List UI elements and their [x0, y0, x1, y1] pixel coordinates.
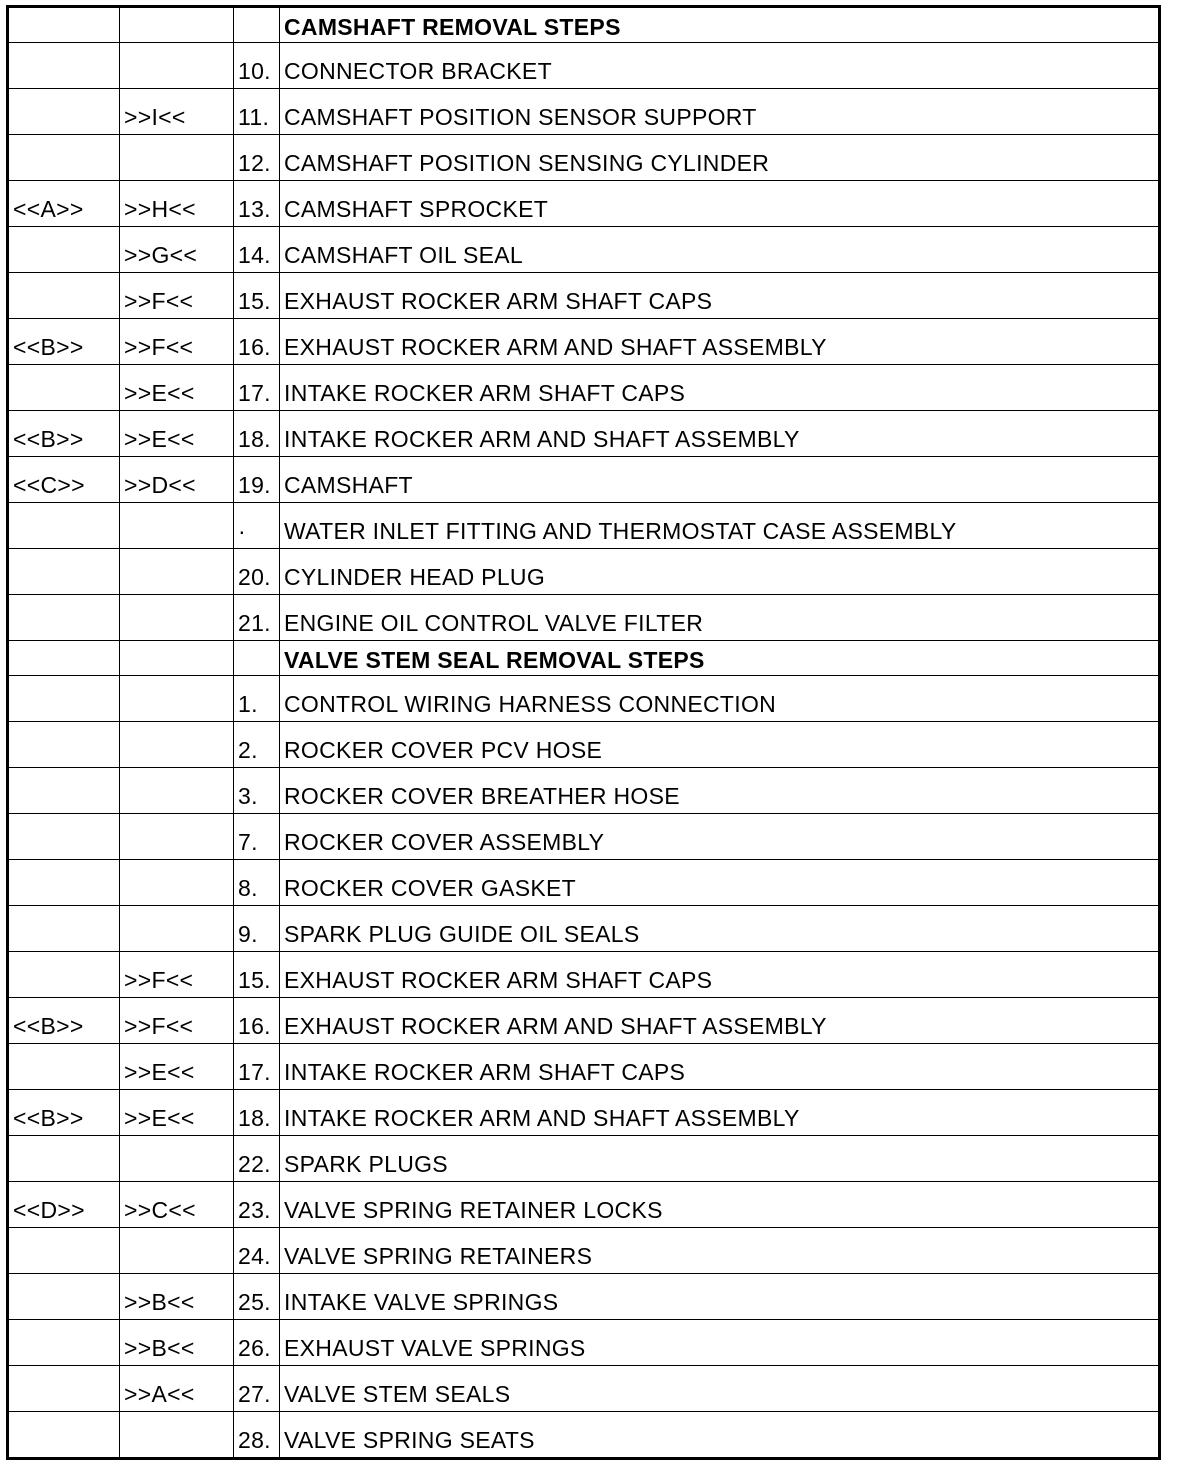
- installation-ref-cell: [120, 43, 234, 89]
- removal-ref-cell: [8, 1412, 120, 1459]
- table-row: [8, 952, 1160, 998]
- step-number-cell: 19.: [234, 457, 280, 503]
- table-row: [8, 1136, 1160, 1182]
- step-number-cell: 16.: [234, 998, 280, 1044]
- section-header-row: [8, 641, 1160, 676]
- installation-ref-cell: >>I<<: [120, 89, 234, 135]
- step-description-cell: VALVE SPRING SEATS: [280, 1412, 1160, 1459]
- installation-ref-cell: [120, 768, 234, 814]
- step-description-cell: EXHAUST ROCKER ARM SHAFT CAPS: [280, 273, 1160, 319]
- section-title: CAMSHAFT REMOVAL STEPS: [280, 7, 1160, 43]
- step-description-cell: ROCKER COVER GASKET: [280, 860, 1160, 906]
- installation-ref-cell: >>E<<: [120, 1090, 234, 1136]
- step-description-cell: ENGINE OIL CONTROL VALVE FILTER: [280, 595, 1160, 641]
- installation-ref-cell: [120, 1136, 234, 1182]
- step-number-cell: 8.: [234, 860, 280, 906]
- removal-ref-cell: [8, 1274, 120, 1320]
- installation-ref-cell: [120, 7, 234, 43]
- table-row: [8, 722, 1160, 768]
- removal-ref-cell: <<D>>: [8, 1182, 120, 1228]
- table-row: [8, 549, 1160, 595]
- step-number-cell: 3.: [234, 768, 280, 814]
- step-number-cell: 21.: [234, 595, 280, 641]
- removal-ref-cell: [8, 1044, 120, 1090]
- installation-ref-cell: >>B<<: [120, 1274, 234, 1320]
- installation-ref-cell: [120, 549, 234, 595]
- step-description-cell: WATER INLET FITTING AND THERMOSTAT CASE ASSEMBLY: [280, 503, 1160, 549]
- step-number-cell: 18.: [234, 411, 280, 457]
- installation-ref-cell: >>E<<: [120, 365, 234, 411]
- step-description-cell: SPARK PLUGS: [280, 1136, 1160, 1182]
- step-number-cell: 22.: [234, 1136, 280, 1182]
- table-row: [8, 1412, 1160, 1459]
- removal-ref-cell: [8, 503, 120, 549]
- removal-ref-cell: [8, 906, 120, 952]
- table-row: [8, 1228, 1160, 1274]
- table-row: [8, 768, 1160, 814]
- step-description-cell: EXHAUST ROCKER ARM AND SHAFT ASSEMBLY: [280, 998, 1160, 1044]
- removal-ref-cell: <<C>>: [8, 457, 120, 503]
- step-description-cell: EXHAUST ROCKER ARM AND SHAFT ASSEMBLY: [280, 319, 1160, 365]
- step-number-cell: 23.: [234, 1182, 280, 1228]
- removal-ref-cell: [8, 549, 120, 595]
- step-number-cell: 16.: [234, 319, 280, 365]
- step-number-cell: 15.: [234, 273, 280, 319]
- removal-steps-table: [6, 5, 1161, 1460]
- installation-ref-cell: >>E<<: [120, 1044, 234, 1090]
- removal-ref-cell: [8, 676, 120, 722]
- removal-ref-cell: [8, 1366, 120, 1412]
- installation-ref-cell: [120, 1412, 234, 1459]
- installation-ref-cell: [120, 503, 234, 549]
- step-description-cell: CAMSHAFT POSITION SENSOR SUPPORT: [280, 89, 1160, 135]
- installation-ref-cell: >>F<<: [120, 319, 234, 365]
- step-description-cell: CAMSHAFT: [280, 457, 1160, 503]
- step-number-cell: 26.: [234, 1320, 280, 1366]
- table-row: [8, 181, 1160, 227]
- table-row: [8, 227, 1160, 273]
- removal-ref-cell: [8, 7, 120, 43]
- section-title: VALVE STEM SEAL REMOVAL STEPS: [280, 641, 1160, 676]
- step-description-cell: INTAKE VALVE SPRINGS: [280, 1274, 1160, 1320]
- table-row: [8, 273, 1160, 319]
- installation-ref-cell: [120, 676, 234, 722]
- table-row: [8, 595, 1160, 641]
- step-description-cell: INTAKE ROCKER ARM AND SHAFT ASSEMBLY: [280, 411, 1160, 457]
- removal-ref-cell: [8, 722, 120, 768]
- step-number-cell: 11.: [234, 89, 280, 135]
- removal-ref-cell: [8, 814, 120, 860]
- installation-ref-cell: >>B<<: [120, 1320, 234, 1366]
- installation-ref-cell: >>D<<: [120, 457, 234, 503]
- step-description-cell: ROCKER COVER BREATHER HOSE: [280, 768, 1160, 814]
- installation-ref-cell: [120, 814, 234, 860]
- table-row: [8, 365, 1160, 411]
- removal-ref-cell: [8, 227, 120, 273]
- table-row: [8, 814, 1160, 860]
- installation-ref-cell: [120, 135, 234, 181]
- table-row: [8, 1366, 1160, 1412]
- table-row: [8, 89, 1160, 135]
- step-description-cell: VALVE SPRING RETAINER LOCKS: [280, 1182, 1160, 1228]
- removal-ref-cell: [8, 273, 120, 319]
- removal-ref-cell: [8, 89, 120, 135]
- step-number-cell: 2.: [234, 722, 280, 768]
- removal-ref-cell: [8, 365, 120, 411]
- step-number-cell: 17.: [234, 365, 280, 411]
- table-row: [8, 860, 1160, 906]
- installation-ref-cell: [120, 906, 234, 952]
- removal-ref-cell: [8, 595, 120, 641]
- step-number-cell: 28.: [234, 1412, 280, 1459]
- table-row: [8, 998, 1160, 1044]
- step-description-cell: CONNECTOR BRACKET: [280, 43, 1160, 89]
- removal-ref-cell: [8, 135, 120, 181]
- steps-table-body: [8, 7, 1160, 1459]
- removal-ref-cell: [8, 860, 120, 906]
- removal-ref-cell: [8, 952, 120, 998]
- removal-ref-cell: <<B>>: [8, 319, 120, 365]
- step-description-cell: CYLINDER HEAD PLUG: [280, 549, 1160, 595]
- installation-ref-cell: >>H<<: [120, 181, 234, 227]
- step-description-cell: EXHAUST VALVE SPRINGS: [280, 1320, 1160, 1366]
- removal-ref-cell: [8, 43, 120, 89]
- step-description-cell: ROCKER COVER ASSEMBLY: [280, 814, 1160, 860]
- installation-ref-cell: >>F<<: [120, 273, 234, 319]
- step-description-cell: VALVE STEM SEALS: [280, 1366, 1160, 1412]
- removal-ref-cell: <<B>>: [8, 998, 120, 1044]
- step-description-cell: INTAKE ROCKER ARM SHAFT CAPS: [280, 365, 1160, 411]
- table-row: [8, 319, 1160, 365]
- removal-ref-cell: [8, 1320, 120, 1366]
- installation-ref-cell: [120, 1228, 234, 1274]
- table-row: [8, 1274, 1160, 1320]
- step-number-cell: 13.: [234, 181, 280, 227]
- step-number-cell: 7.: [234, 814, 280, 860]
- table-row: [8, 135, 1160, 181]
- step-description-cell: SPARK PLUG GUIDE OIL SEALS: [280, 906, 1160, 952]
- removal-ref-cell: [8, 768, 120, 814]
- removal-ref-cell: <<B>>: [8, 411, 120, 457]
- step-number-cell: ·: [234, 503, 280, 549]
- table-row: [8, 1044, 1160, 1090]
- removal-ref-cell: [8, 1228, 120, 1274]
- installation-ref-cell: [120, 595, 234, 641]
- installation-ref-cell: >>F<<: [120, 952, 234, 998]
- step-number-cell: [234, 7, 280, 43]
- removal-ref-cell: [8, 1136, 120, 1182]
- step-description-cell: INTAKE ROCKER ARM SHAFT CAPS: [280, 1044, 1160, 1090]
- table-row: [8, 457, 1160, 503]
- step-number-cell: 18.: [234, 1090, 280, 1136]
- step-description-cell: CAMSHAFT POSITION SENSING CYLINDER: [280, 135, 1160, 181]
- installation-ref-cell: [120, 860, 234, 906]
- step-number-cell: 15.: [234, 952, 280, 998]
- installation-ref-cell: >>G<<: [120, 227, 234, 273]
- step-number-cell: 20.: [234, 549, 280, 595]
- table-row: [8, 1320, 1160, 1366]
- table-row: [8, 1182, 1160, 1228]
- step-number-cell: 10.: [234, 43, 280, 89]
- step-description-cell: CONTROL WIRING HARNESS CONNECTION: [280, 676, 1160, 722]
- removal-ref-cell: [8, 641, 120, 676]
- step-number-cell: 24.: [234, 1228, 280, 1274]
- table-row: [8, 503, 1160, 549]
- installation-ref-cell: >>A<<: [120, 1366, 234, 1412]
- table-row: [8, 676, 1160, 722]
- installation-ref-cell: [120, 722, 234, 768]
- step-number-cell: 12.: [234, 135, 280, 181]
- step-number-cell: 25.: [234, 1274, 280, 1320]
- section-header-row: [8, 7, 1160, 43]
- step-description-cell: VALVE SPRING RETAINERS: [280, 1228, 1160, 1274]
- installation-ref-cell: [120, 641, 234, 676]
- removal-ref-cell: <<A>>: [8, 181, 120, 227]
- step-number-cell: 14.: [234, 227, 280, 273]
- step-number-cell: 17.: [234, 1044, 280, 1090]
- step-description-cell: EXHAUST ROCKER ARM SHAFT CAPS: [280, 952, 1160, 998]
- step-number-cell: 27.: [234, 1366, 280, 1412]
- table-row: [8, 411, 1160, 457]
- table-row: [8, 906, 1160, 952]
- table-row: [8, 43, 1160, 89]
- table-row: [8, 1090, 1160, 1136]
- installation-ref-cell: >>C<<: [120, 1182, 234, 1228]
- step-description-cell: INTAKE ROCKER ARM AND SHAFT ASSEMBLY: [280, 1090, 1160, 1136]
- step-description-cell: ROCKER COVER PCV HOSE: [280, 722, 1160, 768]
- step-description-cell: CAMSHAFT SPROCKET: [280, 181, 1160, 227]
- step-number-cell: 9.: [234, 906, 280, 952]
- step-description-cell: CAMSHAFT OIL SEAL: [280, 227, 1160, 273]
- installation-ref-cell: >>F<<: [120, 998, 234, 1044]
- installation-ref-cell: >>E<<: [120, 411, 234, 457]
- step-number-cell: [234, 641, 280, 676]
- removal-ref-cell: <<B>>: [8, 1090, 120, 1136]
- step-number-cell: 1.: [234, 676, 280, 722]
